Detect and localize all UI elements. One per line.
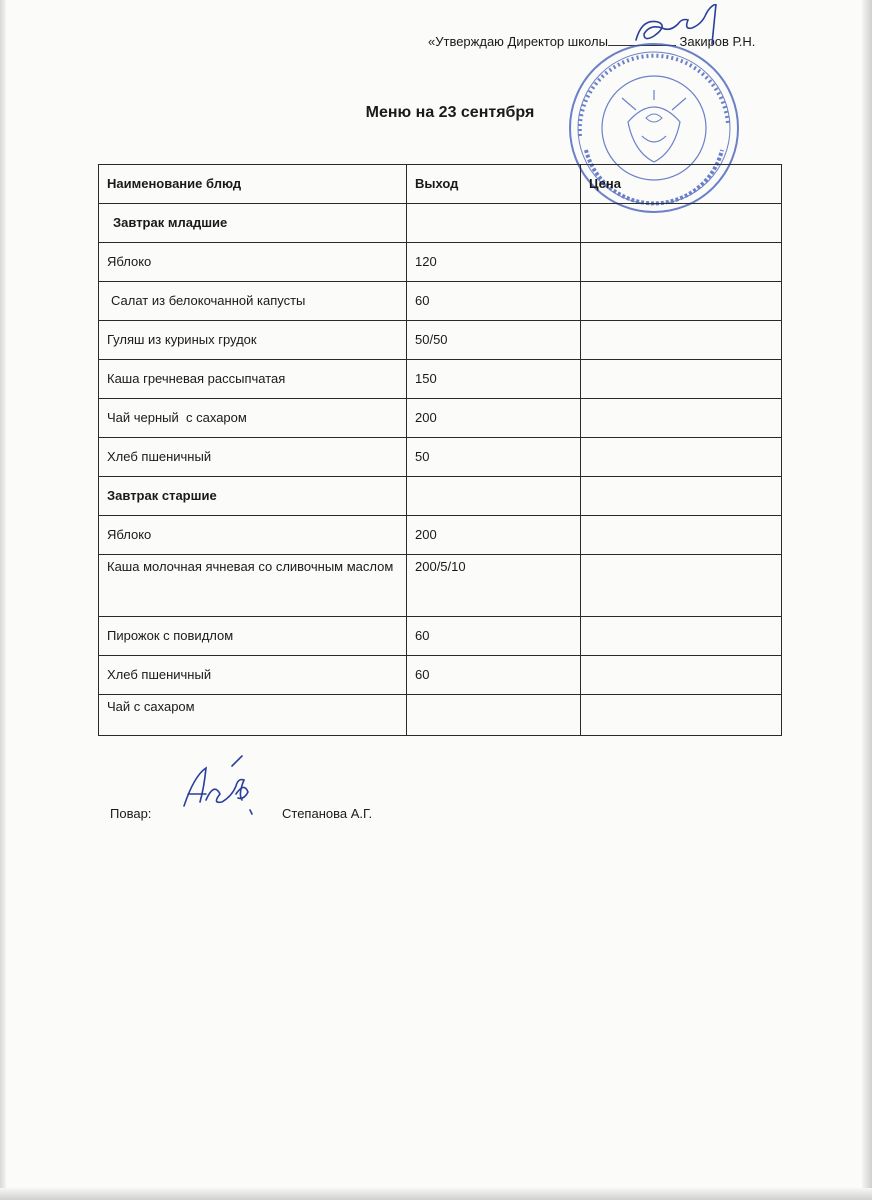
dish-price [581, 399, 782, 438]
dish-price [581, 243, 782, 282]
dish-name: Салат из белокочанной капусты [99, 282, 407, 321]
table-row [99, 516, 782, 555]
section-row [99, 204, 782, 243]
dish-name: Чай с сахаром [99, 695, 407, 736]
director-name: Закиров Р.Н. [679, 34, 756, 49]
cook-signature-icon [176, 754, 264, 820]
scan-edge-left [0, 0, 6, 1200]
dish-yield: 150 [407, 360, 581, 399]
dish-price [581, 360, 782, 399]
scan-edge-bottom [0, 1188, 872, 1200]
dish-price [581, 656, 782, 695]
column-header-dish: Наименование блюд [99, 165, 407, 204]
dish-price [581, 555, 782, 617]
dish-yield: 50 [407, 438, 581, 477]
dish-name: Яблоко [99, 243, 407, 282]
dish-name: Чай черный с сахаром [99, 399, 407, 438]
dish-yield: 60 [407, 282, 581, 321]
table-row [99, 243, 782, 282]
menu-table [98, 164, 782, 736]
dish-yield: 50/50 [407, 321, 581, 360]
dish-yield: 120 [407, 243, 581, 282]
table-cell [581, 477, 782, 516]
cook-label: Повар: [110, 806, 152, 821]
dish-name: Каша молочная ячневая со сливочным маслом [99, 555, 407, 617]
section-title: Завтрак старшие [99, 477, 407, 516]
dish-price [581, 695, 782, 736]
cook-name: Степанова А.Г. [282, 806, 373, 821]
dish-price [581, 617, 782, 656]
dish-name: Яблоко [99, 516, 407, 555]
column-header-yield: Выход [407, 165, 581, 204]
dish-yield [407, 695, 581, 736]
table-row [99, 399, 782, 438]
dish-yield: 60 [407, 617, 581, 656]
table-row [99, 695, 782, 736]
table-row [99, 282, 782, 321]
table-cell [581, 204, 782, 243]
scan-edge-right [862, 0, 872, 1200]
dish-yield: 60 [407, 656, 581, 695]
table-row [99, 321, 782, 360]
dish-name: Пирожок с повидлом [99, 617, 407, 656]
dish-name: Хлеб пшеничный [99, 656, 407, 695]
dish-price [581, 438, 782, 477]
dish-price [581, 282, 782, 321]
dish-yield: 200 [407, 399, 581, 438]
column-header-price: Цена [581, 165, 782, 204]
section-row [99, 477, 782, 516]
page-title: Меню на 23 сентября [365, 104, 535, 121]
table-header-row [99, 165, 782, 204]
dish-name: Хлеб пшеничный [99, 438, 407, 477]
dish-yield: 200 [407, 516, 581, 555]
table-row [99, 360, 782, 399]
table-row [99, 617, 782, 656]
table-row [99, 656, 782, 695]
table-cell [407, 204, 581, 243]
table-row [99, 438, 782, 477]
dish-name: Гуляш из куриных грудок [99, 321, 407, 360]
table-row [99, 555, 782, 617]
director-signature-icon [628, 4, 724, 60]
dish-name: Каша гречневая рассыпчатая [99, 360, 407, 399]
dish-price [581, 516, 782, 555]
approval-text: «Утверждаю Директор школы [428, 34, 608, 49]
section-title: Завтрак младшие [99, 204, 407, 243]
table-cell [407, 477, 581, 516]
dish-yield: 200/5/10 [407, 555, 581, 617]
dish-price [581, 321, 782, 360]
